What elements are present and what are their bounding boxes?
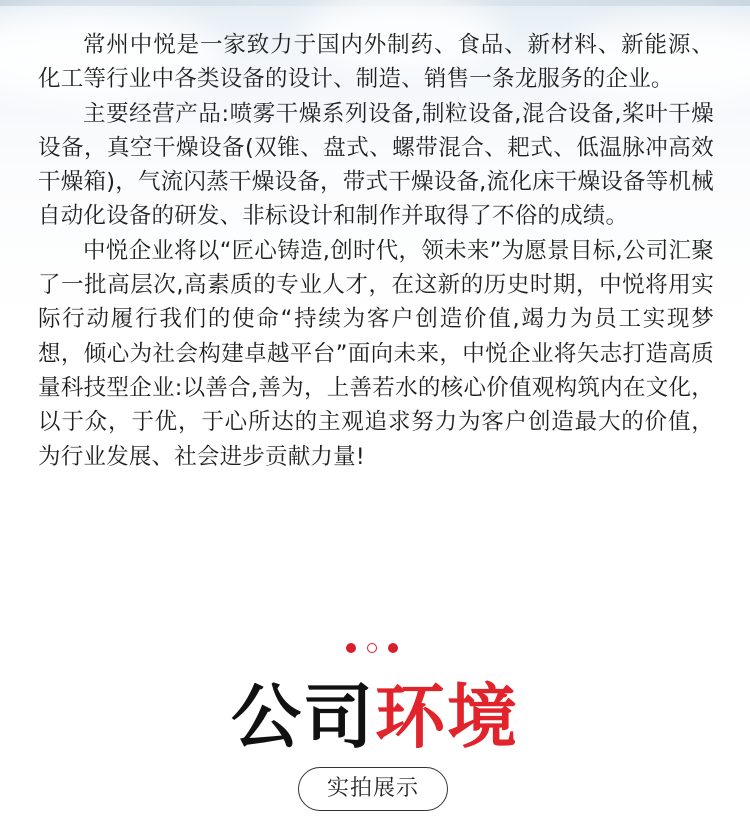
intro-paragraph-3: 中悦企业将以“匠心铸造,创时代，领未来”为愿景目标,公司汇聚了一批高层次,高素质的专业人才，在这新的历史时期，中悦将用实际行动履行我们的使命“持续为客户创造价值,竭力为员工实现梦想，倾心为社会构建卓越平台”面向未来，中悦企业将矢志打造高质量科技型企业:以善合,善为，上善若水的核心价值观构筑内在文化，以于众，于优，于心所达的主观追求努力为客户创造最大的价值，为行业发展、社会进步贡献力量! xyxy=(38,237,714,470)
divider-dot-icon xyxy=(346,643,356,653)
section-title-red: 环境 xyxy=(375,676,519,758)
section-title-black: 公司 xyxy=(231,676,375,758)
section-divider-dots xyxy=(346,643,398,653)
intro-paragraph-1: 常州中悦是一家致力于国内外制药、食品、新材料、新能源、化工等行业中各类设备的设计、制造、销售一条龙服务的企业。 xyxy=(38,32,714,93)
divider-dot-icon xyxy=(388,643,398,653)
section-subtitle-pill: 实拍展示 xyxy=(298,767,448,811)
company-intro xyxy=(38,28,714,474)
section-title xyxy=(0,674,750,760)
divider-dot-icon xyxy=(367,643,377,653)
intro-paragraph-2: 主要经营产品:喷雾干燥系列设备,制粒设备,混合设备,桨叶干燥设备，真空干燥设备(双锥、盘式、螺带混合、耙式、低温脉冲高效干燥箱)，气流闪蒸干燥设备，带式干燥设备,流化床干燥设备等机械自动化设备的研发、非标设计和制作并取得了不俗的成绩。 xyxy=(38,100,714,230)
